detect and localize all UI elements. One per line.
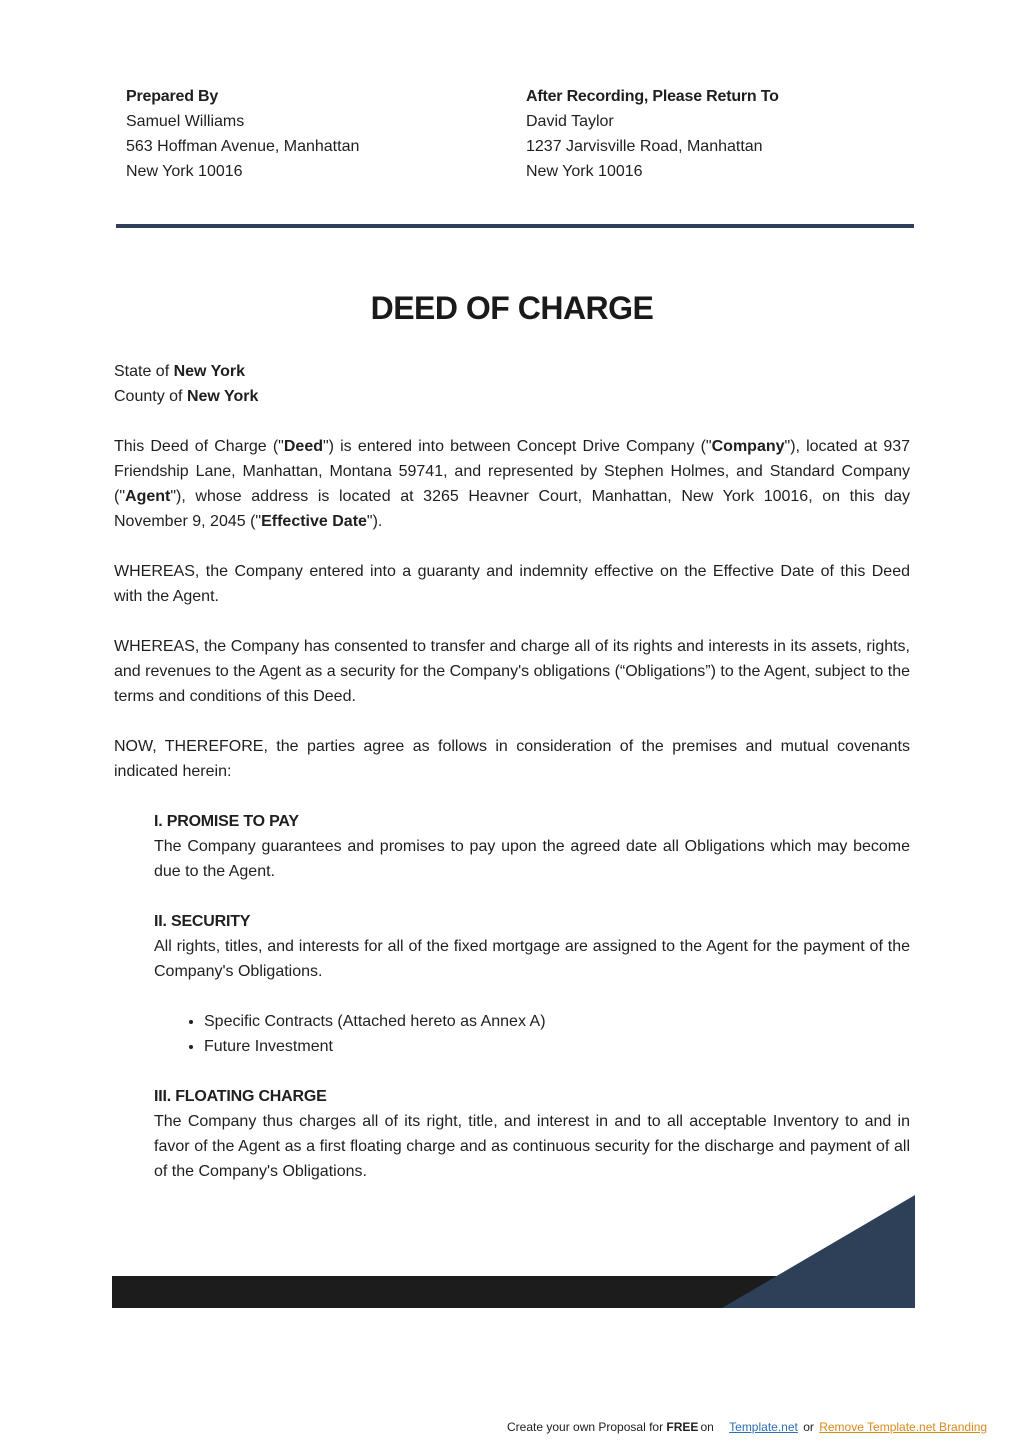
intro-paragraph xyxy=(114,434,910,534)
section-text: The Company guarantees and promises to pay upon the agreed date all Obligations which may become due to the Agent. xyxy=(154,838,910,880)
intro-text-5: "). xyxy=(366,513,383,530)
footer-band xyxy=(112,1276,915,1308)
prepared-by-label: Prepared By xyxy=(126,88,219,105)
security-list xyxy=(154,1009,910,1059)
template-net-link[interactable]: Template.net xyxy=(729,1420,798,1434)
credit-free: FREE xyxy=(666,1420,699,1434)
credit-on: on xyxy=(700,1420,714,1434)
template-credit xyxy=(507,1420,987,1434)
county-label: County of xyxy=(114,388,187,405)
list-item: • Specific Contracts (Attached hereto as Annex A) xyxy=(204,1009,910,1034)
section-heading: II. SECURITY xyxy=(154,913,251,930)
prepared-by-address-line-1: 563 Hoffman Avenue, Manhattan xyxy=(126,138,360,155)
section-floating-charge xyxy=(154,1084,910,1184)
prepared-by-name: Samuel Williams xyxy=(126,113,245,130)
intro-text-2: ") is entered into between Concept Drive Company (" xyxy=(322,438,712,455)
return-to-label: After Recording, Please Return To xyxy=(526,88,779,105)
return-to-block xyxy=(526,84,779,184)
state-label: State of xyxy=(114,363,174,380)
whereas-paragraph-1: WHEREAS, the Company entered into a guaranty and indemnity effective on the Effective Date of this Deed with the Agent. xyxy=(114,563,910,605)
state-value: New York xyxy=(173,363,246,380)
county-value: New York xyxy=(186,388,259,405)
credit-text: Create your own Proposal for xyxy=(507,1420,667,1434)
prepared-by-address-line-2: New York 10016 xyxy=(126,163,243,180)
intro-term-agent: Agent xyxy=(125,488,171,505)
return-to-name: David Taylor xyxy=(526,113,614,130)
return-to-address-line-1: 1237 Jarvisville Road, Manhattan xyxy=(526,138,763,155)
now-therefore-paragraph: NOW, THEREFORE, the parties agree as follows in consideration of the premises and mutual covenants indicated herein: xyxy=(114,738,910,780)
header-divider xyxy=(116,224,914,228)
intro-text-4: "), whose address is located at 3265 Heavner Court, Manhattan, New York 10016, on this day November 9, 2045 (" xyxy=(114,488,910,530)
list-item: • Future Investment xyxy=(204,1034,910,1059)
remove-branding-link[interactable]: Remove Template.net Branding xyxy=(819,1420,988,1434)
document-title: DEED OF CHARGE xyxy=(370,290,654,326)
state-line xyxy=(114,359,910,384)
intro-text-3: "), located at 937 Friendship Lane, Manhattan, Montana 59741, and represented by Stephen Holmes, and Standard Company (" xyxy=(114,438,911,505)
intro-term-deed: Deed xyxy=(283,438,323,455)
county-line xyxy=(114,384,910,409)
intro-term-company: Company xyxy=(711,438,785,455)
intro-term-effective-date: Effective Date xyxy=(261,513,367,530)
section-text: The Company thus charges all of its right, title, and interest in and to all acceptable Inventory to and in favor of the Agent as a first floating charge and as continuous security for the discharge and payment of all of the Company's Obligations. xyxy=(154,1113,910,1180)
section-security xyxy=(154,909,910,1059)
section-heading: III. FLOATING CHARGE xyxy=(154,1088,327,1105)
prepared-by-block xyxy=(126,84,359,184)
section-promise-to-pay xyxy=(154,809,910,884)
intro-text-1: This Deed of Charge (" xyxy=(114,438,284,455)
section-text: All rights, titles, and interests for all of the fixed mortgage are assigned to the Agent for the payment of the Company's Obligations. xyxy=(154,938,910,980)
document-body xyxy=(114,359,910,1209)
whereas-paragraph-2: WHEREAS, the Company has consented to transfer and charge all of its rights and interests in its assets, rights, and revenues to the Agent as a security for the Company's obligations (“Obligations”) to the Agent, subject to the terms and conditions of this Deed. xyxy=(114,638,910,705)
credit-or: or xyxy=(803,1420,814,1434)
section-heading: I. PROMISE TO PAY xyxy=(154,813,299,830)
return-to-address-line-2: New York 10016 xyxy=(526,163,643,180)
